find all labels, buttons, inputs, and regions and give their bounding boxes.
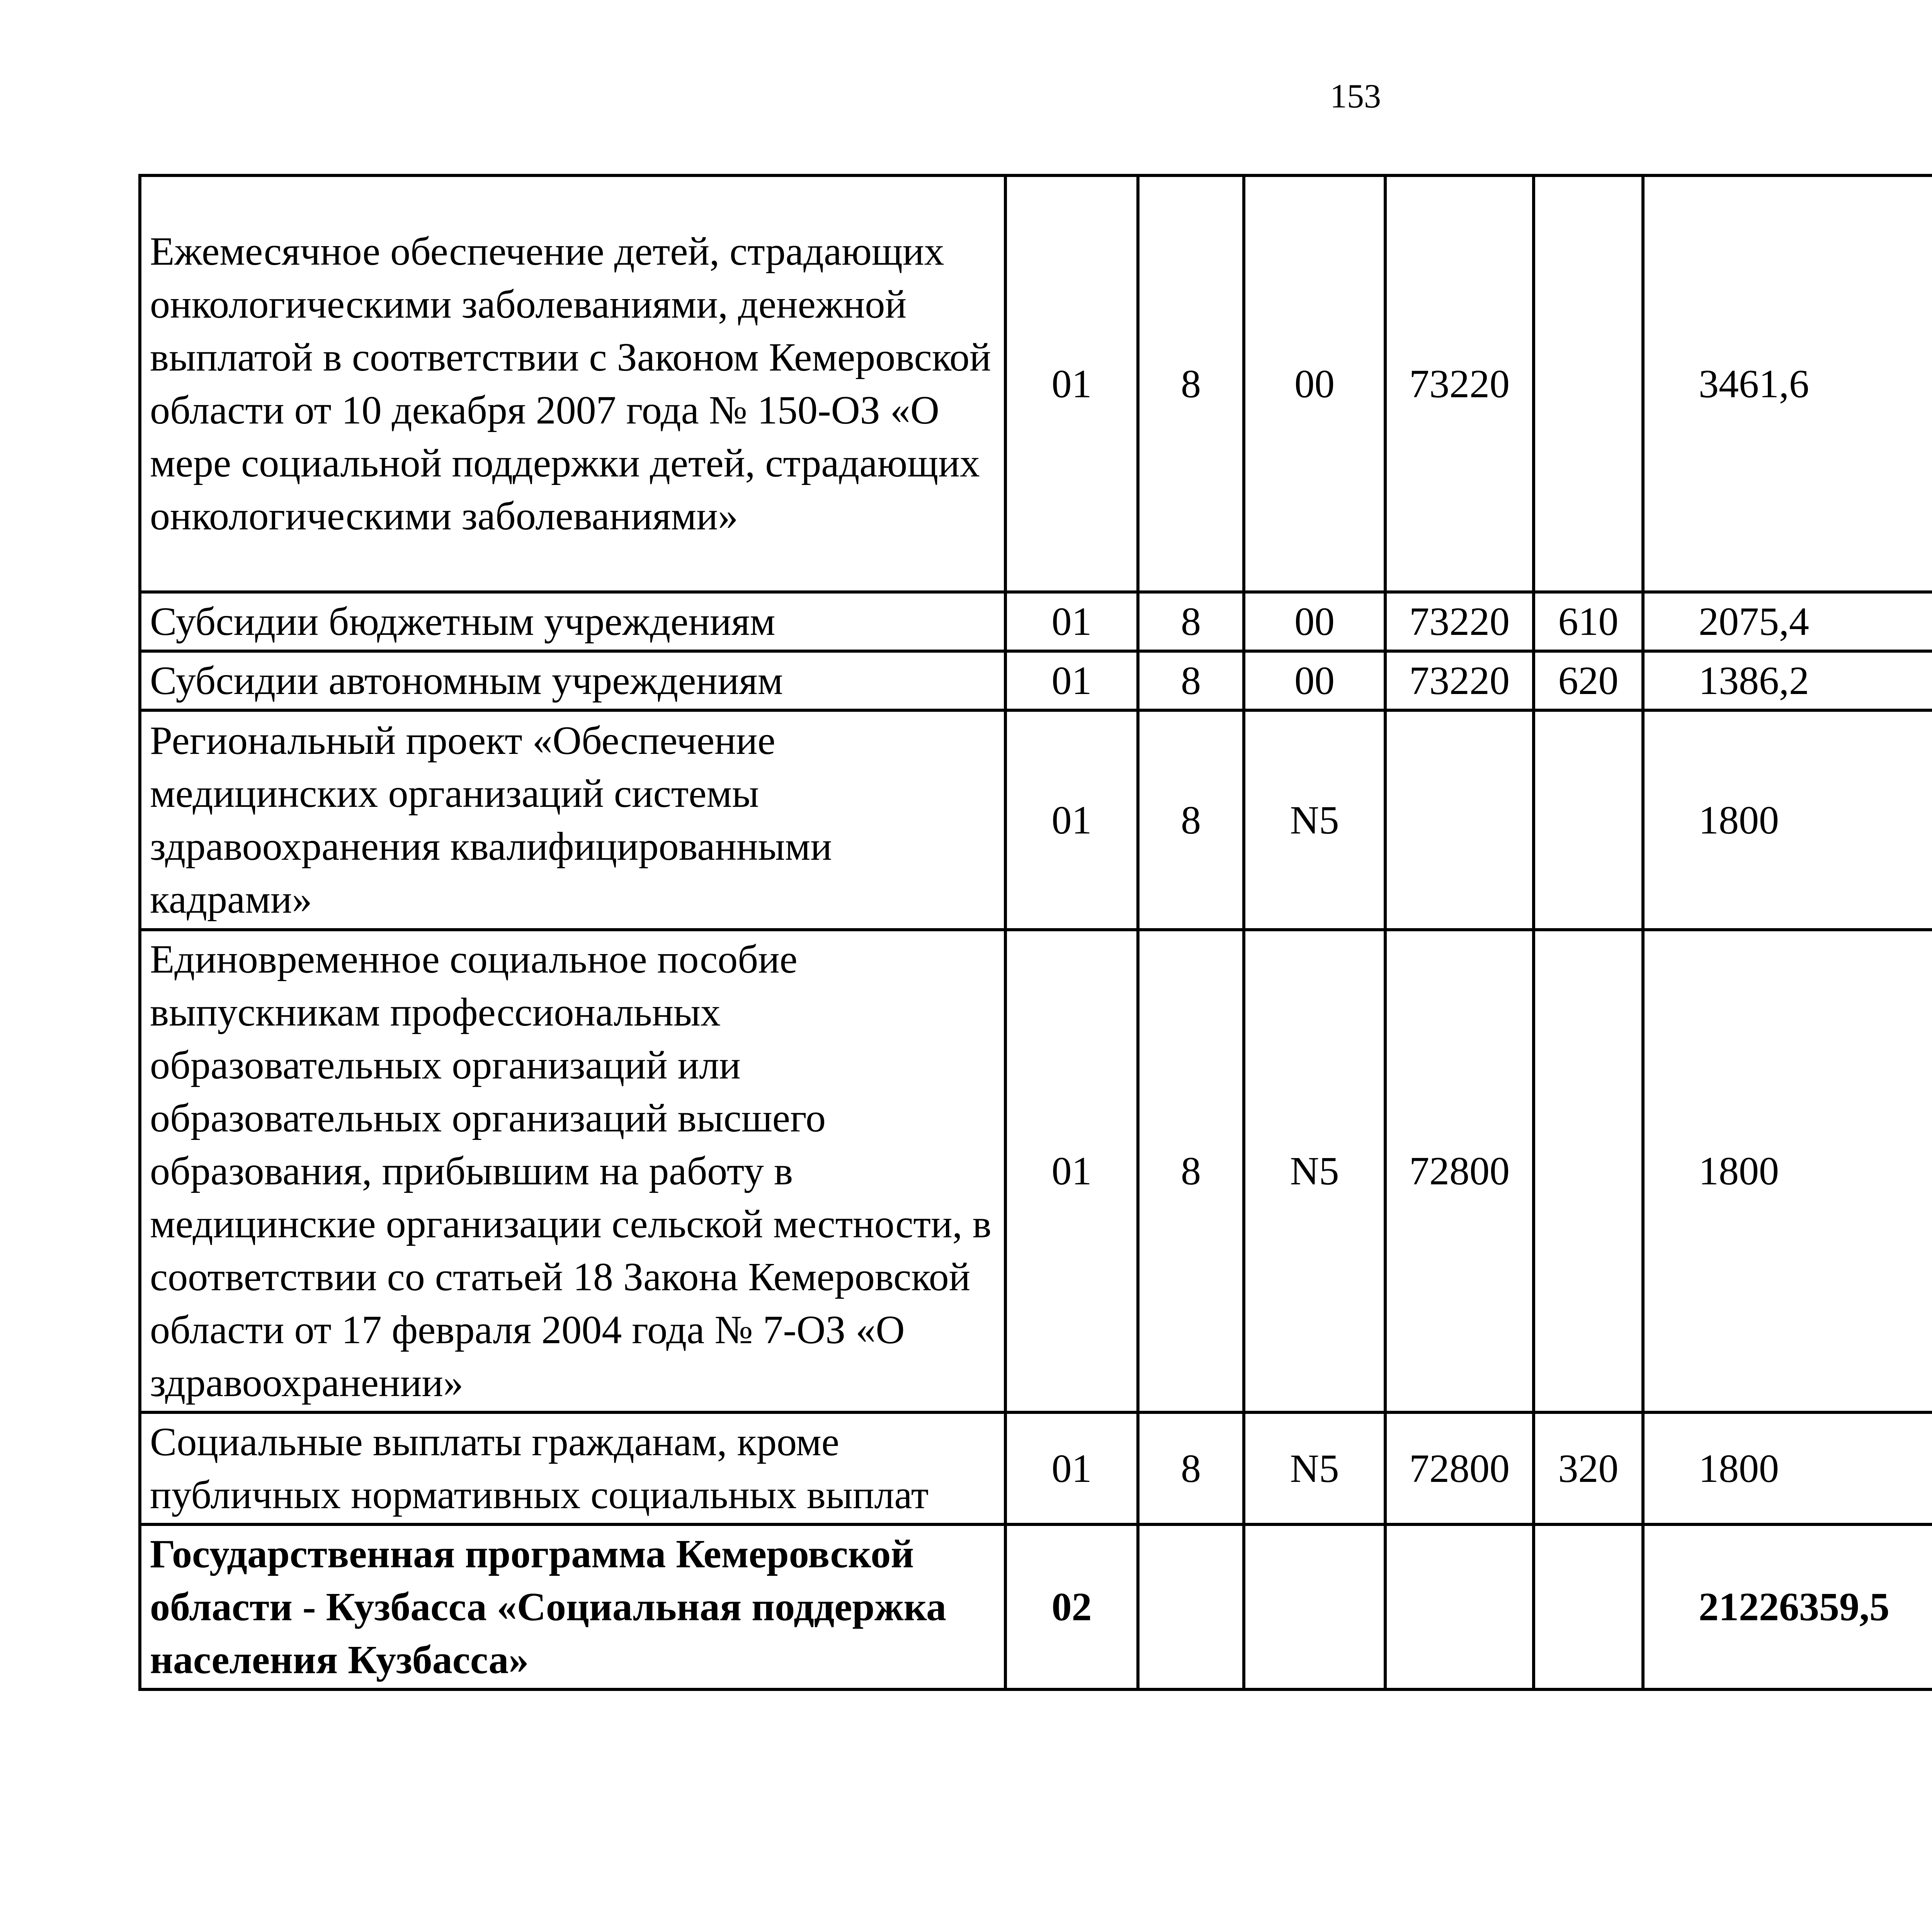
subprogram-code: 8 [1138, 651, 1244, 710]
row-name: Социальные выплаты гражданам, кроме публичных нормативных социальных выплат [140, 1412, 1005, 1524]
subprogram-code: 8 [1138, 710, 1244, 930]
amount-year-1: 21226359,5 [1643, 1524, 1932, 1689]
program-code: 01 [1005, 1412, 1138, 1524]
table-row [140, 651, 1932, 710]
program-code: 01 [1005, 710, 1138, 930]
budget-table [138, 174, 1932, 1691]
amount-year-1: 1800 [1643, 710, 1932, 930]
row-name: Субсидии бюджетным учреждениям [140, 592, 1005, 651]
direction-code [1385, 1524, 1534, 1689]
program-code: 02 [1005, 1524, 1138, 1689]
amount-year-1: 1800 [1643, 1412, 1932, 1524]
project-code: 00 [1244, 175, 1385, 592]
expense-type-code: 320 [1534, 1412, 1643, 1524]
project-code: 00 [1244, 592, 1385, 651]
expense-type-code [1534, 930, 1643, 1412]
subprogram-code: 8 [1138, 592, 1244, 651]
direction-code: 73220 [1385, 651, 1534, 710]
row-name: Субсидии автономным учреждениям [140, 651, 1005, 710]
table-row [140, 930, 1932, 1412]
project-code: N5 [1244, 930, 1385, 1412]
table-row [140, 710, 1932, 930]
program-code: 01 [1005, 175, 1138, 592]
row-name: Ежемесячное обеспечение детей, страдающих онкологическими заболеваниями, денежной выплатой в соответствии с Законом Кемеровской области от 10 декабря 2007 года № 150-ОЗ «О мере социальной поддержки детей, страдающих онкологическими заболеваниями» [140, 175, 1005, 592]
direction-code: 73220 [1385, 175, 1534, 592]
expense-type-code: 610 [1534, 592, 1643, 651]
expense-type-code [1534, 1524, 1643, 1689]
subprogram-code: 8 [1138, 930, 1244, 1412]
amount-year-1: 3461,6 [1643, 175, 1932, 592]
amount-year-1: 1800 [1643, 930, 1932, 1412]
program-code: 01 [1005, 930, 1138, 1412]
expense-type-code: 620 [1534, 651, 1643, 710]
direction-code [1385, 710, 1534, 930]
program-code: 01 [1005, 651, 1138, 710]
subprogram-code: 8 [1138, 1412, 1244, 1524]
expense-type-code [1534, 175, 1643, 592]
direction-code: 72800 [1385, 930, 1534, 1412]
table-row-total [140, 1524, 1932, 1689]
table-row [140, 1412, 1932, 1524]
amount-year-1: 1386,2 [1643, 651, 1932, 710]
table-row [140, 175, 1932, 592]
subprogram-code: 8 [1138, 175, 1244, 592]
direction-code: 72800 [1385, 1412, 1534, 1524]
row-name: Региональный проект «Обеспечение медицинских организаций системы здравоохранения квалифицированными кадрами» [140, 710, 1005, 930]
row-name: Государственная программа Кемеровской области - Кузбасса «Социальная поддержка населения Кузбасса» [140, 1524, 1005, 1689]
row-name: Единовременное социальное пособие выпускникам профессиональных образовательных организаций или образовательных организаций высшего образования, прибывшим на работу в медицинские организации сельской местности, в соответствии со статьей 18 Закона Кемеровской области от 17 февраля 2004 года № 7-ОЗ «О здравоохранении» [140, 930, 1005, 1412]
project-code [1244, 1524, 1385, 1689]
expense-type-code [1534, 710, 1643, 930]
table-row [140, 592, 1932, 651]
page-number: 153 [1330, 78, 1381, 115]
program-code: 01 [1005, 592, 1138, 651]
subprogram-code [1138, 1524, 1244, 1689]
direction-code: 73220 [1385, 592, 1534, 651]
amount-year-1: 2075,4 [1643, 592, 1932, 651]
project-code: N5 [1244, 1412, 1385, 1524]
project-code: N5 [1244, 710, 1385, 930]
project-code: 00 [1244, 651, 1385, 710]
